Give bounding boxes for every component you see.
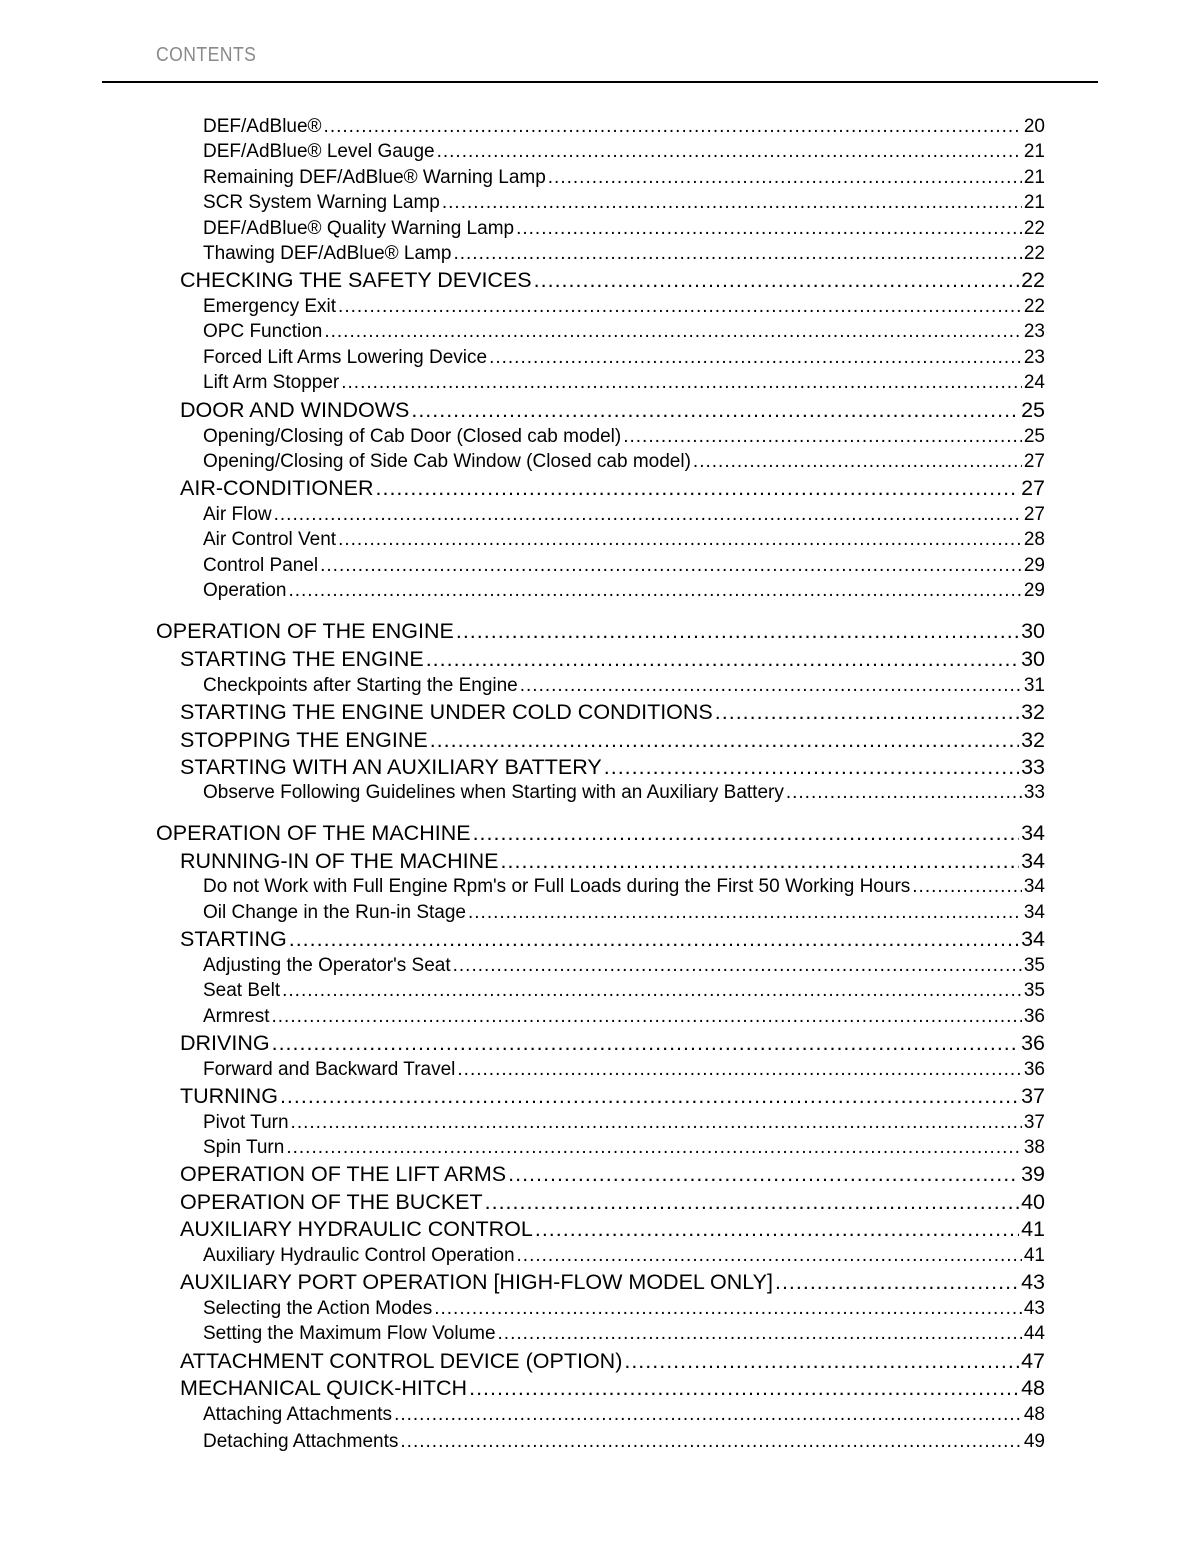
toc-entry[interactable] [203,449,1045,474]
toc-entry-title: Detaching Attachments [203,1431,399,1452]
toc-entry-page: 48 [1023,1404,1045,1425]
dot-leader [442,190,1022,215]
toc-entry-page: 33 [1023,782,1045,803]
dot-leader [324,114,1022,139]
toc-entry-page: 36 [1021,1031,1045,1055]
toc-entry[interactable] [180,925,1045,953]
dot-leader [786,780,1022,805]
toc-entry-page: 36 [1023,1006,1045,1027]
toc-entry-title: Emergency Exit [203,296,337,317]
toc-entry-title: Spin Turn [203,1137,285,1158]
toc-entry[interactable] [203,1321,1045,1346]
toc-entry[interactable] [203,1402,1045,1427]
toc-entry-title: Thawing DEF/AdBlue® Lamp [203,243,452,264]
toc-entry[interactable] [203,319,1045,344]
header-divider [102,81,1098,83]
dot-leader [434,1296,1022,1321]
toc-entry[interactable] [203,370,1045,395]
toc-entry-page: 36 [1023,1059,1045,1080]
toc-entry-title: ATTACHMENT CONTROL DEVICE (OPTION) [180,1349,623,1373]
toc-entry[interactable] [203,900,1045,925]
dot-leader [693,449,1022,474]
dot-leader [291,1110,1022,1135]
toc-entry-title: Checkpoints after Starting the Engine [203,675,518,696]
toc-entry-page: 21 [1023,192,1045,213]
toc-entry-title: AUXILIARY HYDRAULIC CONTROL [180,1217,533,1241]
toc-entry-page: 22 [1023,243,1045,264]
toc-entry-page: 31 [1023,675,1045,696]
toc-entry-title: Adjusting the Operator's Seat [203,955,451,976]
toc-entry-page: 41 [1023,1245,1045,1266]
toc-entry[interactable] [203,1057,1045,1082]
toc-entry-page: 41 [1021,1217,1045,1241]
dot-leader [516,216,1022,241]
toc-entry[interactable] [203,1429,1045,1454]
toc-entry-page: 21 [1023,141,1045,162]
toc-entry[interactable] [203,673,1045,698]
dot-leader [376,474,1020,502]
toc-entry[interactable] [180,396,1045,424]
toc-entry-title: DRIVING [180,1031,270,1055]
toc-entry-title: OPERATION OF THE BUCKET [180,1190,483,1214]
toc-entry[interactable] [203,1004,1045,1029]
toc-entry-page: 34 [1023,876,1045,897]
dot-leader [473,819,1020,847]
toc-entry[interactable] [180,1082,1045,1110]
dot-leader [520,673,1022,698]
toc-entry[interactable] [203,139,1045,164]
toc-entry-page: 20 [1023,116,1045,137]
toc-entry[interactable] [180,1268,1045,1296]
toc-entry-title: Armrest [203,1006,270,1027]
toc-entry[interactable] [180,698,1045,726]
toc-entry-page: 25 [1021,398,1045,422]
toc-entry-title: Opening/Closing of Side Cab Window (Closed cab model) [203,451,691,472]
toc-entry-page: 32 [1021,700,1045,724]
toc-entry-page: 25 [1023,426,1045,447]
toc-entry[interactable] [180,1215,1045,1243]
toc-entry-page: 33 [1021,755,1045,779]
dot-leader [320,553,1022,578]
dot-leader [535,1215,1019,1243]
dot-leader [715,698,1019,726]
toc-entry-title: Observe Following Guidelines when Starting with an Auxiliary Battery [203,782,784,803]
dot-leader [548,165,1022,190]
toc-entry-page: 22 [1021,268,1045,292]
dot-leader [517,1243,1022,1268]
dot-leader [274,502,1022,527]
toc-entry-title: AIR-CONDITIONER [180,476,374,500]
toc-entry[interactable] [180,1160,1045,1188]
toc-entry-title: STARTING [180,927,287,951]
dot-leader [501,847,1020,875]
toc-entry-page: 29 [1023,580,1045,601]
toc-entry[interactable] [180,1347,1045,1375]
dot-leader [286,1135,1022,1160]
toc-entry-title: Selecting the Action Modes [203,1298,433,1319]
dot-leader [282,978,1022,1003]
dot-leader [272,1029,1019,1057]
toc-entry-page: 48 [1021,1376,1045,1400]
dot-leader [289,925,1019,953]
dot-leader [508,1160,1019,1188]
toc-entry-title: MECHANICAL QUICK-HITCH [180,1376,468,1400]
toc-entry-title: Attaching Attachments [203,1404,393,1425]
toc-entry-page: 34 [1023,902,1045,923]
toc-entry-title: AUXILIARY PORT OPERATION [HIGH-FLOW MODEL ONLY] [180,1270,773,1294]
toc-entry-title: DOOR AND WINDOWS [180,398,410,422]
toc-entry-page: 22 [1023,218,1045,239]
toc-entry-title: SCR System Warning Lamp [203,192,440,213]
dot-leader [437,139,1022,164]
toc-entry[interactable] [180,645,1045,673]
toc-entry-title: OPERATION OF THE LIFT ARMS [180,1162,507,1186]
page-header-title: CONTENTS [156,44,257,66]
toc-entry-title: Setting the Maximum Flow Volume [203,1323,496,1344]
toc-entry[interactable] [203,190,1045,215]
dot-leader [272,1004,1022,1029]
toc-entry-page: 35 [1023,980,1045,1001]
toc-entry-title: Control Panel [203,555,319,576]
dot-leader [912,874,1022,899]
dot-leader [604,753,1019,781]
toc-entry-page: 22 [1023,296,1045,317]
toc-entry-title: RUNNING-IN OF THE MACHINE [180,849,499,873]
toc-entry-page: 35 [1023,955,1045,976]
dot-leader [394,1402,1022,1427]
toc-entry-page: 49 [1023,1431,1045,1452]
toc-entry[interactable] [203,578,1045,603]
dot-leader [341,370,1022,395]
dot-leader [453,953,1022,978]
toc-entry-title: STARTING THE ENGINE UNDER COLD CONDITIONS [180,700,713,724]
dot-leader [468,900,1022,925]
toc-entry[interactable] [203,1110,1045,1135]
dot-leader [411,396,1019,424]
toc-entry-title: Remaining DEF/AdBlue® Warning Lamp [203,167,546,188]
toc-entry-page: 29 [1023,555,1045,576]
toc-entry[interactable] [203,294,1045,319]
toc-entry[interactable] [156,819,1045,847]
dot-leader [457,1057,1021,1082]
toc-entry[interactable] [203,553,1045,578]
toc-entry[interactable] [180,1188,1045,1216]
dot-leader [623,424,1022,449]
dot-leader [453,241,1021,266]
toc-entry-title: STARTING THE ENGINE [180,647,424,671]
toc-entry-page: 43 [1021,1270,1045,1294]
dot-leader [489,345,1022,370]
toc-entry[interactable] [180,266,1045,294]
toc-entry-page: 34 [1021,927,1045,951]
toc-entry-title: Air Flow [203,504,272,525]
toc-entry-page: 24 [1023,372,1045,393]
toc-entry-title: OPERATION OF THE ENGINE [156,619,454,643]
toc-entry[interactable] [203,165,1045,190]
dot-leader [400,1429,1021,1454]
toc-entry-page: 28 [1023,529,1045,550]
toc-entry-page: 34 [1021,849,1045,873]
toc-entry[interactable] [180,847,1045,875]
toc-entry[interactable] [203,874,1045,899]
dot-leader [485,1188,1019,1216]
toc-entry[interactable] [203,502,1045,527]
toc-entry-page: 38 [1023,1137,1045,1158]
dot-leader [338,527,1022,552]
toc-entry-page: 37 [1023,1112,1045,1133]
dot-leader [426,645,1019,673]
toc-entry-title: DEF/AdBlue® [203,116,322,137]
dot-leader [280,1082,1019,1110]
toc-entry[interactable] [203,780,1045,805]
toc-entry-page: 44 [1023,1323,1045,1344]
toc-entry-page: 27 [1023,504,1045,525]
toc-entry[interactable] [203,953,1045,978]
toc-entry-page: 37 [1021,1084,1045,1108]
toc-entry-page: 47 [1021,1349,1045,1373]
toc-entry-title: Forced Lift Arms Lowering Device [203,347,488,368]
toc-entry[interactable] [203,1296,1045,1321]
toc-entry-page: 32 [1021,728,1045,752]
toc-entry-title: Seat Belt [203,980,281,1001]
toc-entry-title: OPERATION OF THE MACHINE [156,821,471,845]
toc-entry-title: TURNING [180,1084,278,1108]
dot-leader [775,1268,1019,1296]
toc-entry[interactable] [156,617,1045,645]
toc-entry-title: Lift Arm Stopper [203,372,340,393]
toc-entry-title: Oil Change in the Run-in Stage [203,902,466,923]
toc-entry[interactable] [180,753,1045,781]
toc-entry-title: Do not Work with Full Engine Rpm's or Full Loads during the First 50 Working Hours [203,876,911,897]
toc-entry[interactable] [180,1374,1045,1402]
toc-entry[interactable] [203,978,1045,1003]
toc-entry-page: 23 [1023,321,1045,342]
toc-entry-page: 27 [1023,451,1045,472]
toc-entry-page: 40 [1021,1190,1045,1214]
toc-entry[interactable] [180,726,1045,754]
toc-entry-title: STARTING WITH AN AUXILIARY BATTERY [180,755,602,779]
dot-leader [534,266,1019,294]
toc-entry-title: Operation [203,580,287,601]
dot-leader [324,319,1022,344]
toc-entry[interactable] [180,1029,1045,1057]
toc-entry-title: CHECKING THE SAFETY DEVICES [180,268,532,292]
dot-leader [430,726,1019,754]
toc-entry-page: 21 [1023,167,1045,188]
dot-leader [338,294,1022,319]
toc-entry-page: 30 [1021,619,1045,643]
dot-leader [288,578,1021,603]
toc-entry-title: Opening/Closing of Cab Door (Closed cab model) [203,426,622,447]
toc-entry-title: Auxiliary Hydraulic Control Operation [203,1245,515,1266]
toc-entry-page: 43 [1023,1298,1045,1319]
toc-entry-title: Forward and Backward Travel [203,1059,456,1080]
toc-entry-title: Air Control Vent [203,529,337,550]
toc-entry[interactable] [203,1135,1045,1160]
toc-entry-page: 39 [1021,1162,1045,1186]
toc-entry-title: STOPPING THE ENGINE [180,728,428,752]
dot-leader [624,1347,1019,1375]
toc-entry-title: Pivot Turn [203,1112,289,1133]
toc-entry[interactable] [203,1243,1045,1268]
dot-leader [456,617,1019,645]
dot-leader [469,1374,1019,1402]
toc-entry[interactable] [203,527,1045,552]
toc-entry-title: DEF/AdBlue® Level Gauge [203,141,435,162]
toc-entry[interactable] [180,474,1045,502]
toc-entry-page: 27 [1021,476,1045,500]
toc-entry-page: 30 [1021,647,1045,671]
toc-entry-title: DEF/AdBlue® Quality Warning Lamp [203,218,515,239]
toc-entry[interactable] [203,241,1045,266]
toc-entry-page: 34 [1021,821,1045,845]
toc-entry[interactable] [203,424,1045,449]
toc-entry-title: OPC Function [203,321,323,342]
toc-entry[interactable] [203,114,1045,139]
toc-entry[interactable] [203,345,1045,370]
toc-entry-page: 23 [1023,347,1045,368]
toc-entry[interactable] [203,216,1045,241]
dot-leader [498,1321,1022,1346]
